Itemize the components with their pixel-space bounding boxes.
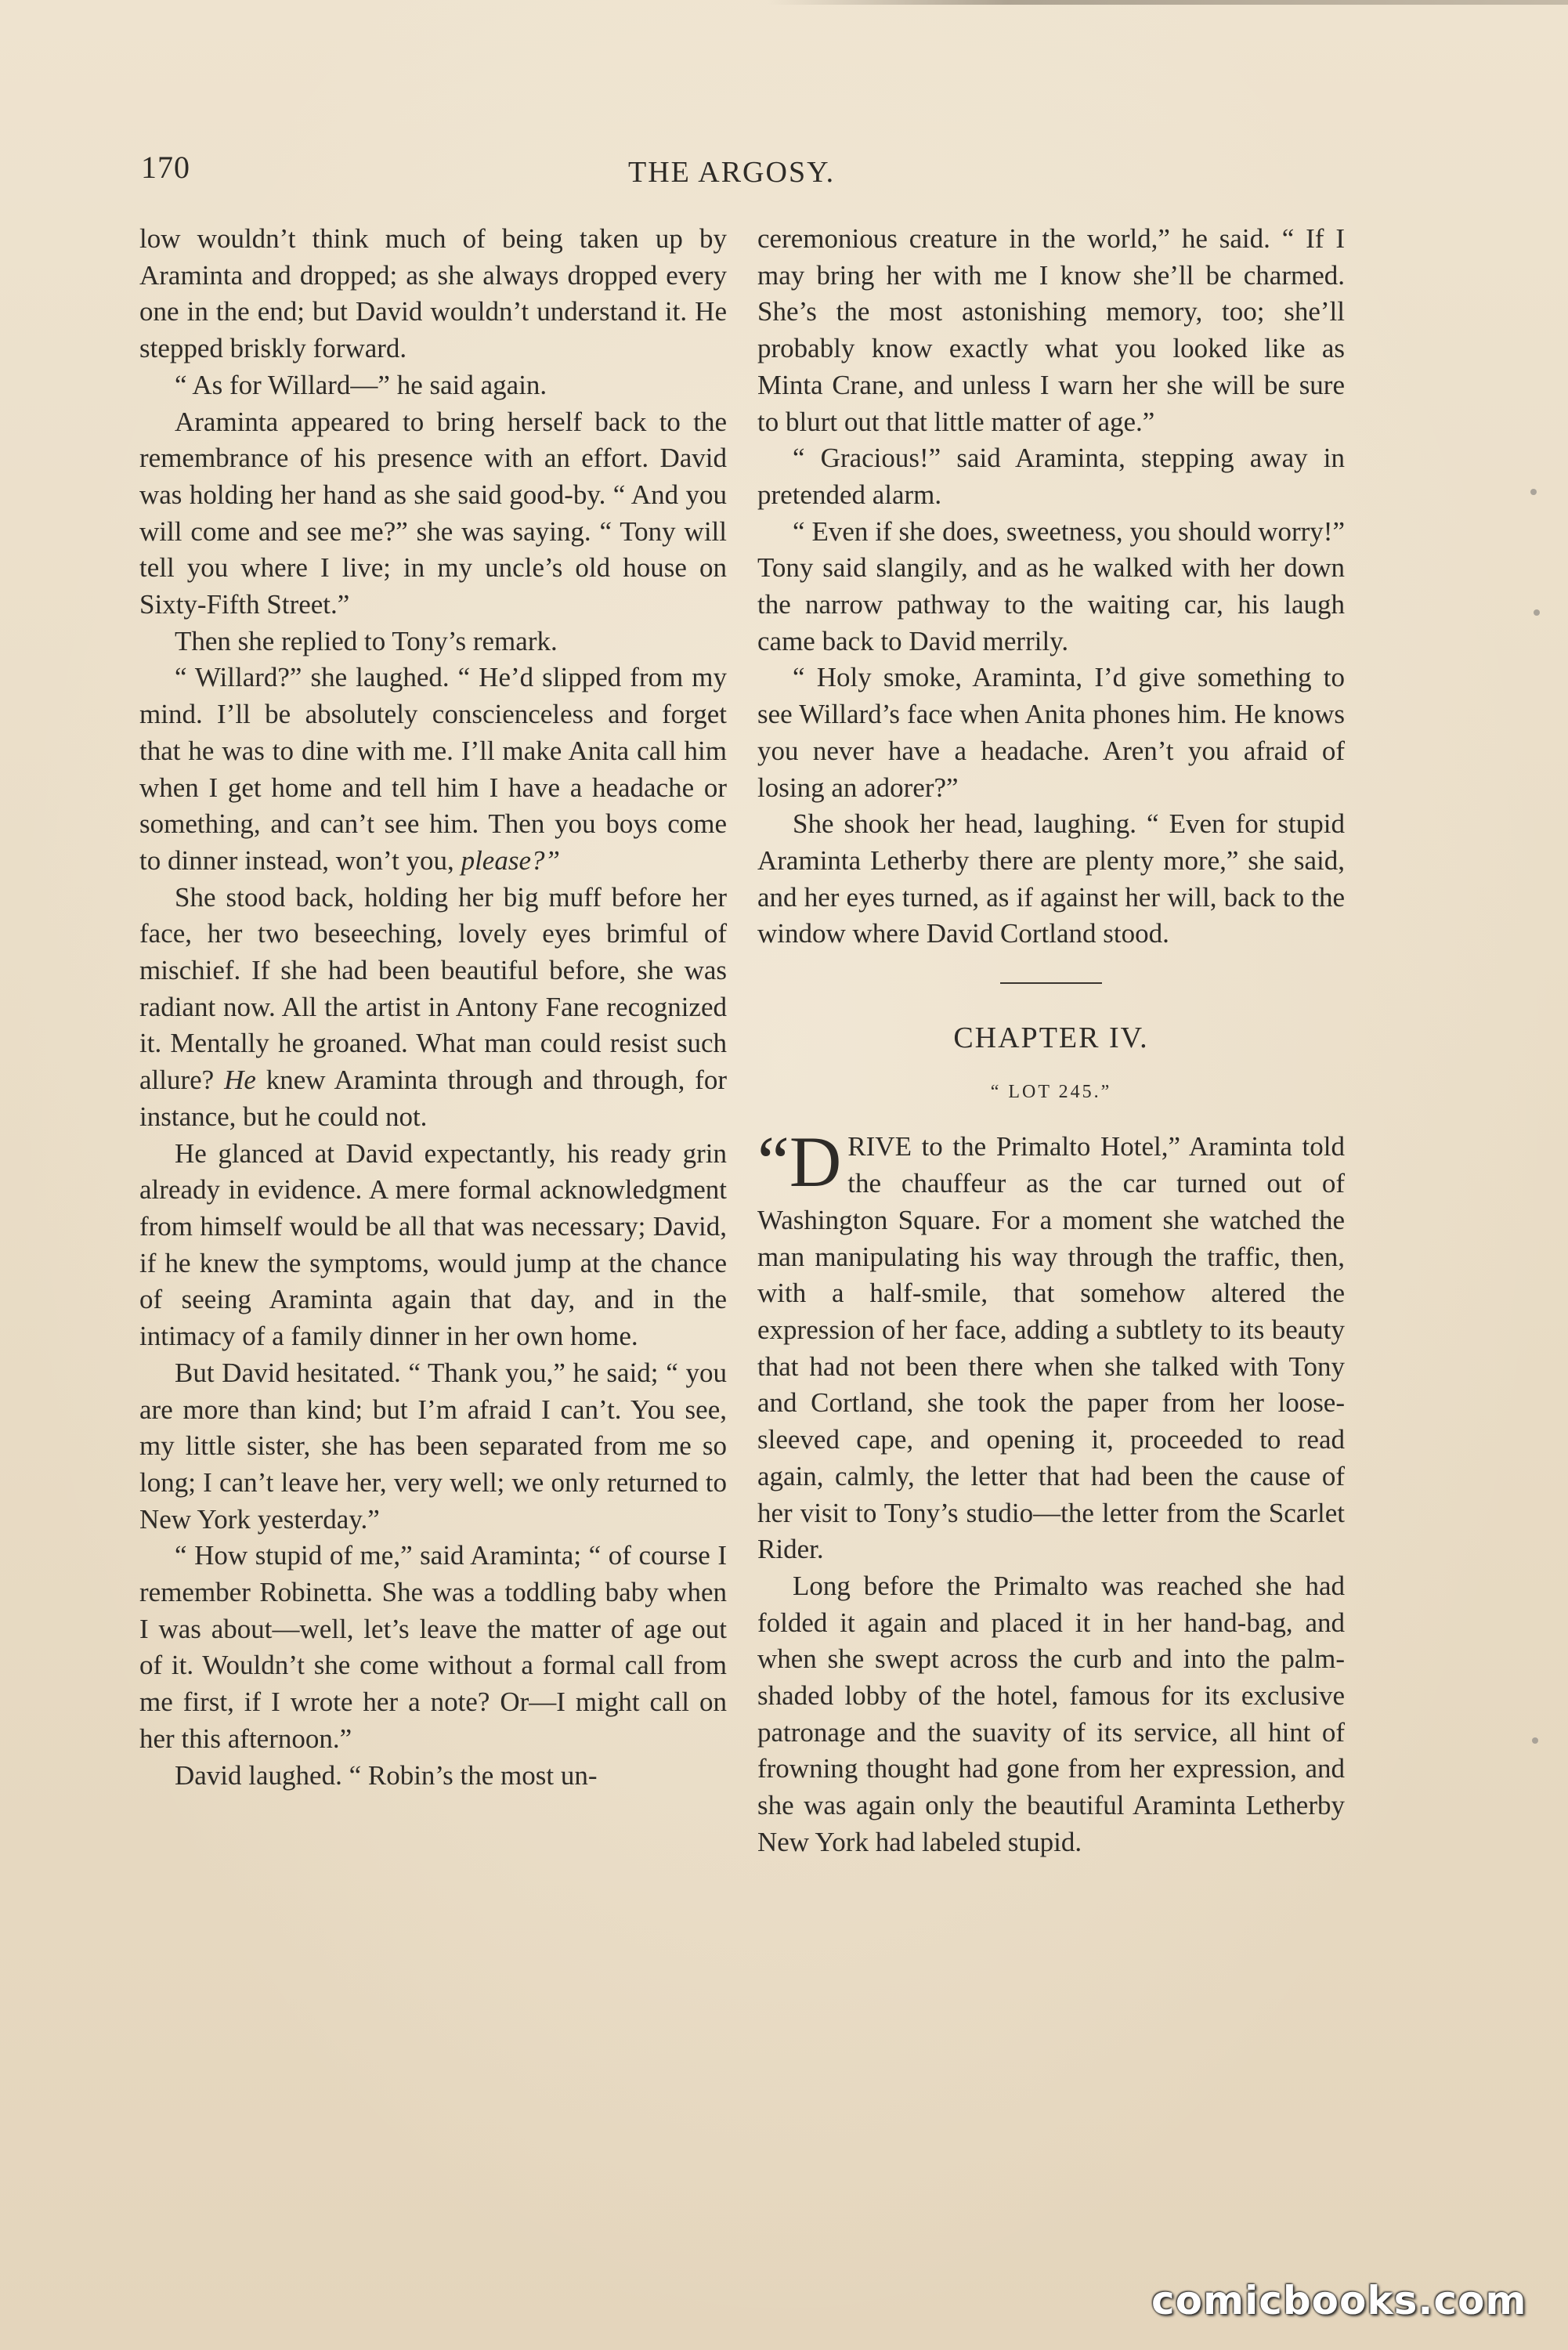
paragraph xyxy=(139,660,727,879)
italic-text: He xyxy=(224,1065,256,1096)
watermark: comicbooks.com xyxy=(1151,2278,1527,2323)
left-column xyxy=(139,221,727,1794)
italic-text: please?” xyxy=(461,844,560,876)
print-speck xyxy=(1530,489,1537,495)
paragraph: low wouldn’t think much of being taken up by Araminta and dropped; as she always dropped every one in the end; but David wouldn’t understand it. He stepped briskly forward. xyxy=(139,223,727,364)
drop-cap xyxy=(757,1122,842,1202)
paragraph: But David hesitated. “ Thank you,” he said; “ you are more than kind; but I’m afraid I can’t. You see, my little sister, she has been separated from me so long; I can’t leave her, very well; we only returned to New York yesterday.” xyxy=(139,1357,727,1535)
paragraph: “ How stupid of me,” said Araminta; “ of course I remember Robinetta. She was a toddling baby when I was about—well, let’s leave the matter of age out of it. Wouldn’t she come without a formal call from me first, if I wrote her a note? Or—I might call on her this afternoon.” xyxy=(139,1540,727,1754)
running-head: THE ARGOSY. xyxy=(628,156,836,189)
paragraph: He glanced at David expectantly, his ready grin already in evidence. A mere formal acknowledgment from himself would be all that was necessary; David, if he knew the symptoms, would jump at the chance of seeing Araminta again that day, and in the intimacy of a family dinner in her own home. xyxy=(139,1137,727,1352)
page-number: 170 xyxy=(141,150,190,185)
paragraph: Long before the Primalto was reached she had folded it again and placed it in her hand-bag, and when she swept across the curb and into the palm-shaded lobby of the hotel, famous for its exclusive patronage and the suavity of its service, all hint of frowning thought had gone from her expression, and she was again only the beautiful Araminta Letherby New York had labeled stupid. xyxy=(757,1570,1345,1857)
chapter-title: CHAPTER IV. xyxy=(953,1021,1149,1055)
paragraph: David laughed. “ Robin’s the most un- xyxy=(175,1759,598,1791)
paragraph-text: “ Willard?” she laughed. “ He’d slipped from my mind. I’ll be absolutely conscienceless and forget that he was to dine with me. I’ll make Anita call him when I get home and tell him I have a headache or something, and can’t see him. Then you boys come to dinner instead, won’t you, xyxy=(139,662,727,876)
paragraph: Then she replied to Tony’s remark. xyxy=(175,625,558,656)
paragraph: She shook her head, laughing. “ Even for stupid Araminta Letherby there are plenty more,” she said, and her eyes turned, as if against her will, back to the window where David Cortland stood. xyxy=(757,808,1345,949)
paragraph-text: She stood back, holding her big muff before her face, her two beseeching, lovely eyes brimful of mischief. If she had been beautiful before, she was radiant now. All the artist in Antony Fane recognized it. Mentally he groaned. What man could resist such allure? xyxy=(139,881,727,1096)
paragraph: “ Holy smoke, Araminta, I’d give something to see Willard’s face when Anita phones him. He knows you never have a headache. Aren’t you afraid of losing an adorer?” xyxy=(757,662,1345,803)
section-divider xyxy=(1000,982,1102,984)
paragraph: Araminta appeared to bring herself back to the remembrance of his presence with an effort. David was holding her hand as she said good-by. “ And you will come and see me?” she was saying. “ Tony will tell you where I live; in my uncle’s old house on Sixty-Fifth Street.” xyxy=(139,406,727,620)
paragraph: “ As for Willard—” he said again. xyxy=(175,369,547,400)
page-top-edge-shadow xyxy=(768,0,1568,5)
paragraph xyxy=(139,880,727,1136)
right-column xyxy=(757,221,1345,1861)
drop-cap-quote: “ xyxy=(757,1122,789,1202)
drop-cap-letter: D xyxy=(789,1122,842,1202)
paragraph: ceremonious creature in the world,” he said. “ If I may bring her with me I know she’ll be charmed. She’s the most astonishing memory, too; she’ll probably know exactly what you looked like as Minta Crane, and unless I warn her she will be sure to blurt out that little matter of age.” xyxy=(757,223,1345,437)
print-speck xyxy=(1534,609,1540,616)
chapter-subtitle: “ LOT 245.” xyxy=(990,1081,1112,1102)
print-speck xyxy=(1532,1737,1538,1744)
paragraph: “ Even if she does, sweetness, you should worry!” Tony said slangily, and as he walked with her down the narrow pathway to the waiting car, his laugh came back to David merrily. xyxy=(757,515,1345,656)
paragraph-text: RIVE to the Primalto Hotel,” Araminta told the chauffeur as the car turned out of Washington Square. For a moment she watched the man manipulating his way through the traffic, then, with a half-smile, that somehow altered the expression of her face, adding a subtlety to its beauty that had not been there when she talked with Tony and Cortland, she took the paper from her loose-sleeved cape, and opening it, proceeded to read again, calmly, the letter that had been the cause of her visit to Tony’s studio—the letter from the Scarlet Rider. xyxy=(757,1131,1345,1565)
paragraph xyxy=(757,1122,1345,1567)
paragraph-text: knew Araminta through and through, for instance, but he could not. xyxy=(139,1065,727,1132)
paragraph: “ Gracious!” said Araminta, stepping away in pretended alarm. xyxy=(757,443,1345,510)
